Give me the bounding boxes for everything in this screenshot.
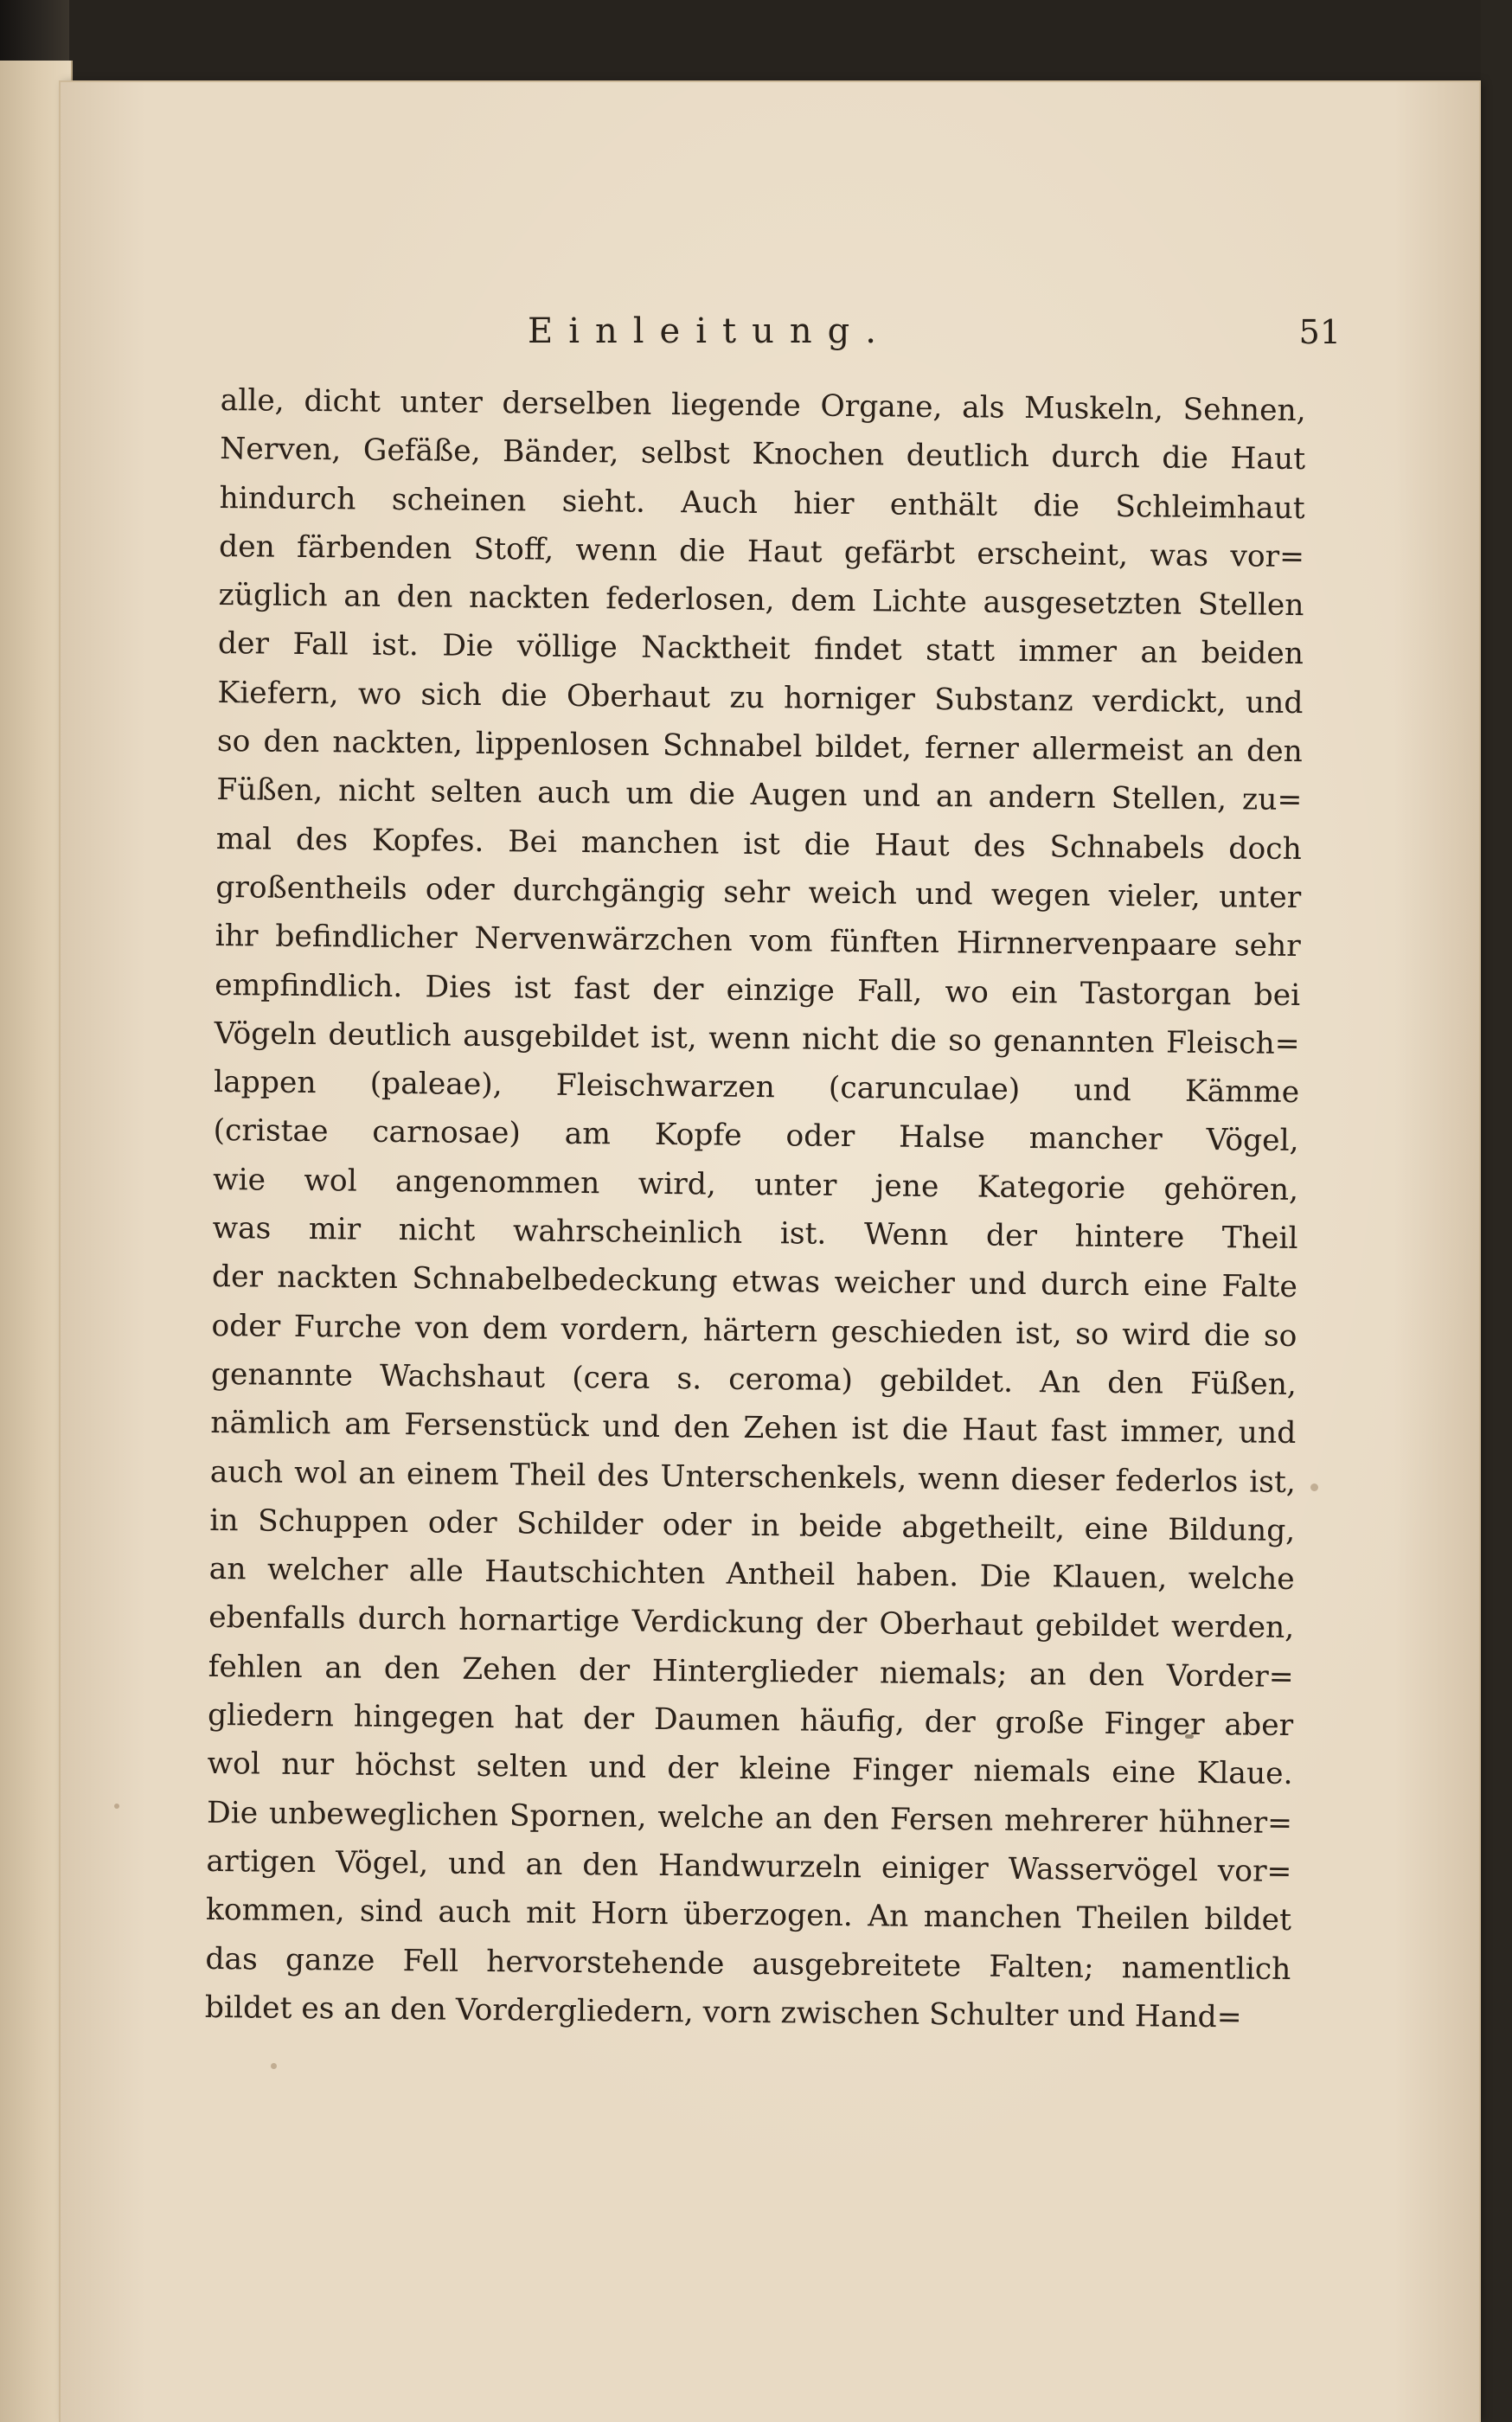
text-line: wol nur höchst selten und der kleine Finger niemals eine Klaue. (207, 1746, 1293, 1792)
page-header (61, 311, 1479, 363)
scan-background-top (69, 0, 1512, 82)
page-number: 51 (1298, 313, 1341, 351)
text-line: nämlich am Fersenstück und den Zehen ist die Haut fast immer, und (210, 1406, 1297, 1451)
text-line: der nackten Schnabelbedeckung etwas weicher und durch eine Falte (211, 1259, 1298, 1305)
paper-spot (114, 1804, 119, 1809)
text-line: kommen, sind auch mit Horn überzogen. An manchen Theilen bildet (205, 1893, 1292, 1938)
text-line: gliedern hingegen hat der Daumen häufig, der große Finger aber (207, 1697, 1294, 1743)
text-line: das ganze Fell hervorstehende ausgebreitete Falten; namentlich (205, 1941, 1291, 1987)
text-line: artigen Vögel, und an den Handwurzeln einiger Wasservögel vor= (206, 1843, 1292, 1889)
text-line: züglich an den nackten federlosen, dem Lichte ausgesetzten Stellen (218, 578, 1304, 624)
text-line: Füßen, nicht selten auch um die Augen und an andern Stellen, zu= (216, 772, 1303, 818)
paper-spot (271, 2063, 277, 2069)
paper-page (61, 82, 1479, 2422)
text-line: auch wol an einem Theil des Unterschenkels, wenn dieser federlos ist, (209, 1454, 1296, 1500)
text-line: oder Furche von dem vordern, härtern geschieden ist, so wird die so (211, 1308, 1297, 1354)
text-line: so den nackten, lippenlosen Schnabel bildet, ferner allermeist an den (216, 724, 1304, 770)
text-line: Vögeln deutlich ausgebildet ist, wenn nicht die so genannten Fleisch= (214, 1016, 1300, 1061)
text-line: in Schuppen oder Schilder oder in beide abgetheilt, eine Bildung, (209, 1503, 1296, 1548)
text-line: alle, dicht unter derselben liegende Organe, als Muskeln, Sehnen, (220, 382, 1306, 429)
text-line: Nerven, Gefäße, Bänder, selbst Knochen deutlich durch die Haut (219, 432, 1306, 477)
text-line: wie wol angenommen wird, unter jene Kategorie gehören, (212, 1162, 1299, 1208)
body-text (205, 376, 1306, 2042)
text-line: (cristae carnosae) am Kopfe oder Halse mancher Vögel, (213, 1113, 1299, 1159)
text-line: mal des Kopfes. Bei manchen ist die Haut des Schnabels doch (215, 821, 1303, 867)
text-line: fehlen an den Zehen der Hinterglieder niemals; an den Vorder= (208, 1649, 1294, 1695)
text-line: der Fall ist. Die völlige Nacktheit findet statt immer an beiden (217, 626, 1304, 672)
text-line: großentheils oder durchgängig sehr weich und wegen vieler, unter (215, 869, 1302, 915)
text-line: genannte Wachshaut (cera s. ceroma) gebildet. An den Füßen, (210, 1356, 1297, 1402)
scan-background-right (1481, 0, 1512, 2422)
text-line: lappen (paleae), Fleischwarzen (carunculae) und Kämme (213, 1065, 1300, 1111)
paper-spot (1310, 1483, 1318, 1491)
text-line: Die unbeweglichen Spornen, welche an den Fersen mehrerer hühner= (206, 1795, 1293, 1841)
text-line: ihr befindlicher Nervenwärzchen vom fünften Hirnnervenpaare sehr (215, 919, 1301, 964)
text-line: empfindlich. Dies ist fast der einzige Fall, wo ein Tastorgan bei (215, 967, 1301, 1013)
running-head: Einleitung. (528, 311, 892, 351)
text-line: ebenfalls durch hornartige Verdickung der Oberhaut gebildet werden, (208, 1600, 1295, 1646)
text-line: was mir nicht wahrscheinlich ist. Wenn der hintere Theil (212, 1211, 1298, 1257)
text-line: den färbenden Stoff, wenn die Haut gefärbt erscheint, was vor= (218, 529, 1305, 574)
text-line: an welcher alle Hautschichten Antheil haben. Die Klauen, welche (208, 1552, 1295, 1598)
text-line: bildet es an den Vordergliedern, vorn zwischen Schulter und Hand= (204, 1990, 1242, 2035)
text-line: hindurch scheinen sieht. Auch hier enthält die Schleimhaut (219, 480, 1305, 526)
text-line: Kiefern, wo sich die Oberhaut zu horniger Substanz verdickt, und (217, 675, 1304, 721)
